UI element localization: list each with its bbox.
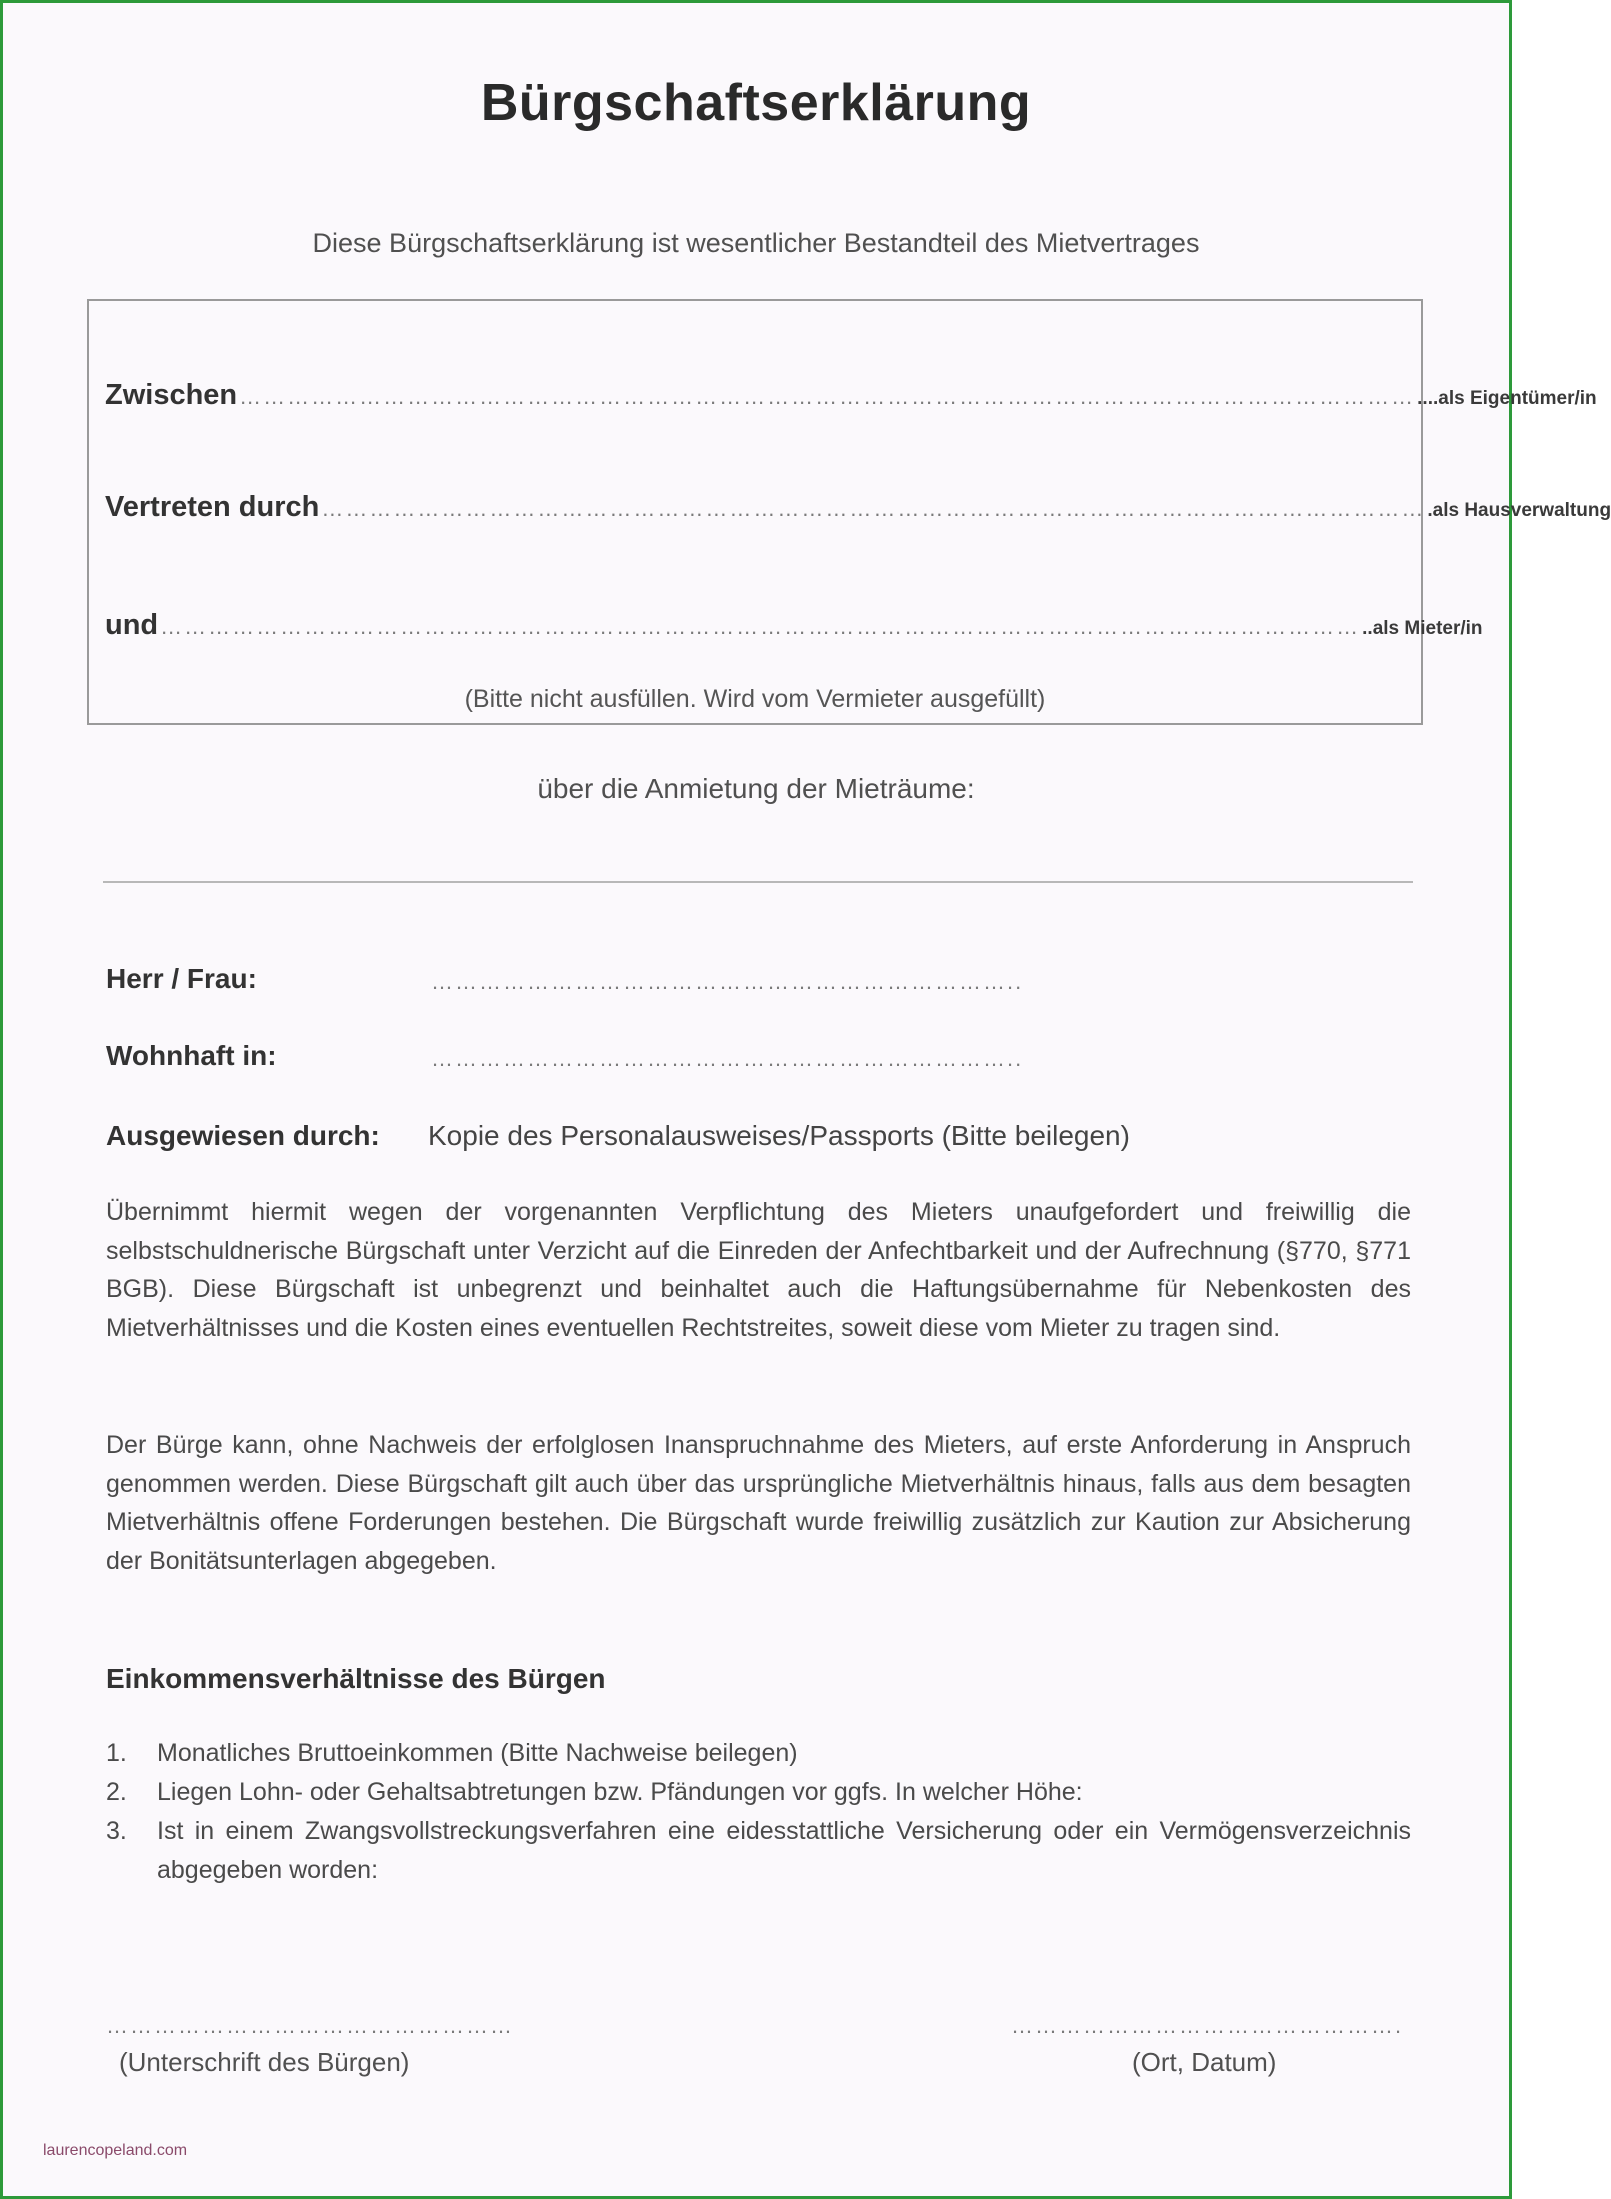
list-item-text: Ist in einem Zwangsvollstreckungsverfahren eine eidesstattliche Versicherung oder ein Vermögensverzeichnis abgegeben worden: — [157, 1817, 1411, 1884]
party-dots-tenant: …………………………………………………………………………………………………………………………………… — [160, 614, 1361, 639]
party-row-management — [105, 491, 1611, 524]
list-item-number: 2. — [106, 1778, 127, 1806]
guarantor-id-label: Ausgewiesen durch: — [106, 1120, 380, 1151]
party-role-tenant: ..als Mieter/in — [1362, 618, 1483, 639]
guarantor-residence-field[interactable]: ……………………………………………………………….. — [431, 1046, 1024, 1071]
list-item — [106, 1734, 1411, 1773]
party-label-owner: Zwischen — [105, 379, 238, 411]
list-item-text: Liegen Lohn- oder Gehaltsabtretungen bzw. Pfändungen vor ggfs. In welcher Höhe: — [157, 1778, 1083, 1806]
income-list — [106, 1734, 1411, 1890]
party-label-management: Vertreten durch — [105, 491, 320, 523]
party-row-owner — [105, 379, 1597, 412]
place-date-line[interactable]: …………………………………………. — [1011, 2013, 1404, 2038]
parties-note: (Bitte nicht ausfüllen. Wird vom Vermieter ausgefüllt) — [464, 685, 1046, 713]
party-dots-management: ………………………………………………………………………………………………………………………… — [321, 496, 1426, 521]
guarantor-name-field[interactable]: ……………………………………………………………….. — [431, 969, 1024, 994]
guarantor-residence-label: Wohnhaft in: — [106, 1040, 277, 1071]
guarantor-id-text: Kopie des Personalausweises/Passports (Bitte beilegen) — [428, 1120, 1130, 1151]
party-dots-owner: ………………………………………………………………………………………………………………………………… — [239, 384, 1416, 409]
list-item-number: 1. — [106, 1739, 127, 1767]
list-item — [106, 1812, 1411, 1890]
party-role-management: .als Hausverwaltung — [1427, 500, 1611, 521]
parties-box — [87, 299, 1611, 725]
paragraph-claim: Der Bürge kann, ohne Nachweis der erfolglosen Inanspruchnahme des Mieters, auf erste Anforderung in Anspruch genommen werden. Diese Bürgschaft gilt auch über das ursprüngliche Mietverhältnis hinaus, falls aus dem besagten Mietverhältnis offene Forderungen bestehen. Die Bürgschaft wurde freiwillig zusätzlich zur Kaution zur Absicherung der Bonitätsunterlagen abgegeben. — [106, 1431, 1411, 1575]
list-item-number: 3. — [106, 1817, 127, 1845]
list-item — [106, 1773, 1411, 1812]
paragraph-obligation: Übernimmt hiermit wegen der vorgenannten Verpflichtung des Mieters unaufgefordert und freiwillig die selbstschuldnerische Bürgschaft unter Verzicht auf die Einreden der Anfechtbarkeit und der Aufrechnung (§770, §771 BGB). Diese Bürgschaft ist unbegrenzt und beinhaltet auch die Haftungsübernahme für Nebenkosten des Mietverhältnisses und die Kosten eines eventuellen Rechtstreites, soweit diese vom Mieter zu tragen sind. — [106, 1198, 1411, 1342]
signature-line[interactable]: …………………………………………… — [106, 2013, 514, 2038]
place-date-caption: (Ort, Datum) — [1132, 2047, 1277, 2077]
list-item-text: Monatliches Bruttoeinkommen (Bitte Nachweise beilegen) — [157, 1739, 798, 1767]
party-label-tenant: und — [105, 609, 159, 641]
divider — [103, 881, 1413, 883]
signature-caption: (Unterschrift des Bürgen) — [119, 2047, 410, 2077]
guarantor-name-label: Herr / Frau: — [106, 963, 257, 994]
lease-line: über die Anmietung der Mieträume: — [537, 773, 975, 804]
document-subtitle: Diese Bürgschaftserklärung ist wesentlicher Bestandteil des Mietvertrages — [312, 228, 1200, 258]
watermark: laurencopeland.com — [43, 2142, 188, 2159]
document-title: Bürgschaftserklärung — [480, 74, 1032, 132]
party-role-owner: ....als Eigentümer/in — [1417, 388, 1597, 409]
party-row-tenant — [105, 609, 1483, 642]
income-heading: Einkommensverhältnisse des Bürgen — [106, 1663, 606, 1694]
